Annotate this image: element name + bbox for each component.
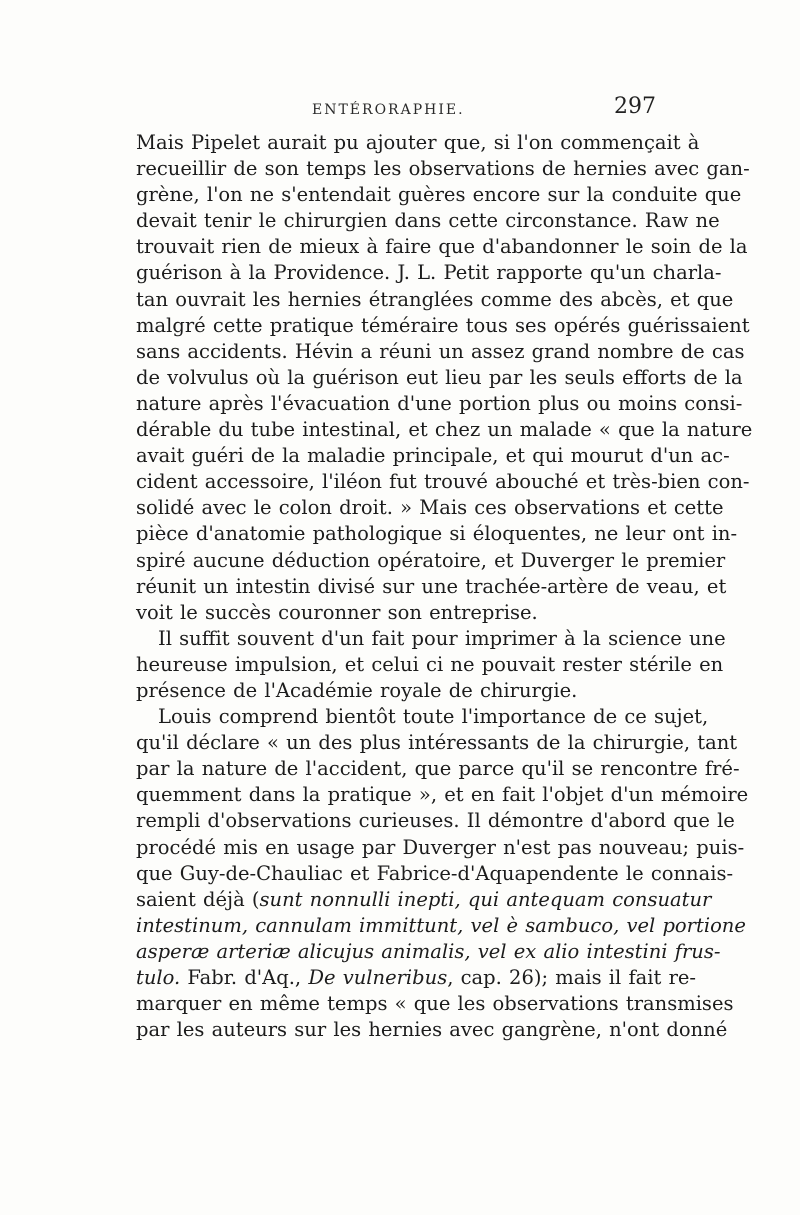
text-line: devait tenir le chirurgien dans cette circonstance. Raw ne <box>136 209 720 233</box>
body-text <box>136 130 753 1043</box>
text-segment: saient déjà ( <box>136 887 260 911</box>
text-line: recueillir de son temps les observations de hernies avec gan- <box>136 157 750 181</box>
text-line: avait guéri de la maladie principale, et qui mourut d'un ac- <box>136 444 730 468</box>
text-line: nature après l'évacuation d'une portion plus ou moins consi- <box>136 391 743 415</box>
text-line: rempli d'observations curieuses. Il démontre d'abord que le <box>136 809 735 833</box>
text-line: solidé avec le colon droit. » Mais ces observations et cette <box>136 496 724 520</box>
text-line: marquer en même temps « que les observations transmises <box>136 992 734 1016</box>
text-line: de volvulus où la guérison eut lieu par les seuls efforts de la <box>136 365 743 389</box>
text-line: Mais Pipelet aurait pu ajouter que, si l'on commençait à <box>136 131 700 154</box>
running-head: ENTÉRORAPHIE. <box>312 102 465 118</box>
text-line: heureuse impulsion, et celui ci ne pouvait rester stérile en <box>136 652 724 676</box>
text-segment: Fabr. d'Aq., <box>180 966 309 989</box>
text-line: présence de l'Académie royale de chirurgie. <box>136 678 578 702</box>
text-line: pièce d'anatomie pathologique si éloquentes, ne leur ont in- <box>136 522 738 546</box>
text-line: cident accessoire, l'iléon fut trouvé abouché et très-bien con- <box>136 470 750 494</box>
mixed-text-line <box>136 887 712 913</box>
text-line: voit le succès couronner son entreprise. <box>136 600 538 624</box>
paragraph-start-line: Il suffit souvent d'un fait pour imprimer à la science une <box>158 626 726 650</box>
text-line: que Guy-de-Chauliac et Fabrice-d'Aquapendente le connais- <box>136 861 734 885</box>
text-line: guérison à la Providence. J. L. Petit rapporte qu'un charla- <box>136 261 722 285</box>
citation-title: De vulneribus <box>308 966 448 989</box>
page-header <box>136 94 656 128</box>
text-line: qu'il déclare « un des plus intéressants de la chirurgie, tant <box>136 731 738 755</box>
text-line: réunit un intestin divisé sur une trachée-artère de veau, et <box>136 574 727 598</box>
text-line: sans accidents. Hévin a réuni un assez grand nombre de cas <box>136 339 745 363</box>
text-line: grène, l'on ne s'entendait guères encore sur la conduite que <box>136 183 742 207</box>
text-line: malgré cette pratique téméraire tous ses opérés guérissaient <box>136 313 750 337</box>
paragraph-start-line: Louis comprend bientôt toute l'importance de ce sujet, <box>158 705 709 729</box>
text-line: dérable du tube intestinal, et chez un malade « que la nature <box>136 418 753 442</box>
text-line: par la nature de l'accident, que parce qu'il se rencontre fré- <box>136 757 740 781</box>
text-line: quemment dans la pratique », et en fait l'objet d'un mémoire <box>136 783 749 807</box>
text-line: par les auteurs sur les hernies avec gangrène, n'ont donné <box>136 1018 728 1042</box>
page-number: 297 <box>614 94 656 119</box>
latin-quote: tulo. <box>136 966 181 989</box>
mixed-text-line <box>136 965 697 991</box>
text-line: procédé mis en usage par Duverger n'est pas nouveau; puis- <box>136 835 745 859</box>
latin-line: intestinum, cannulam immittunt, vel è sambuco, vel portione <box>136 913 746 937</box>
text-line: trouvait rien de mieux à faire que d'abandonner le soin de la <box>136 235 748 259</box>
latin-line: asperæ arteriæ alicujus animalis, vel ex alio intestini frus- <box>136 939 721 963</box>
latin-quote: sunt nonnulli inepti, qui antequam consuatur <box>259 887 712 911</box>
text-line: tan ouvrait les hernies étranglées comme des abcès, et que <box>136 287 734 311</box>
text-line: spiré aucune déduction opératoire, et Duverger le premier <box>136 548 726 572</box>
text-segment: , cap. 26); mais il fait re- <box>447 966 697 989</box>
